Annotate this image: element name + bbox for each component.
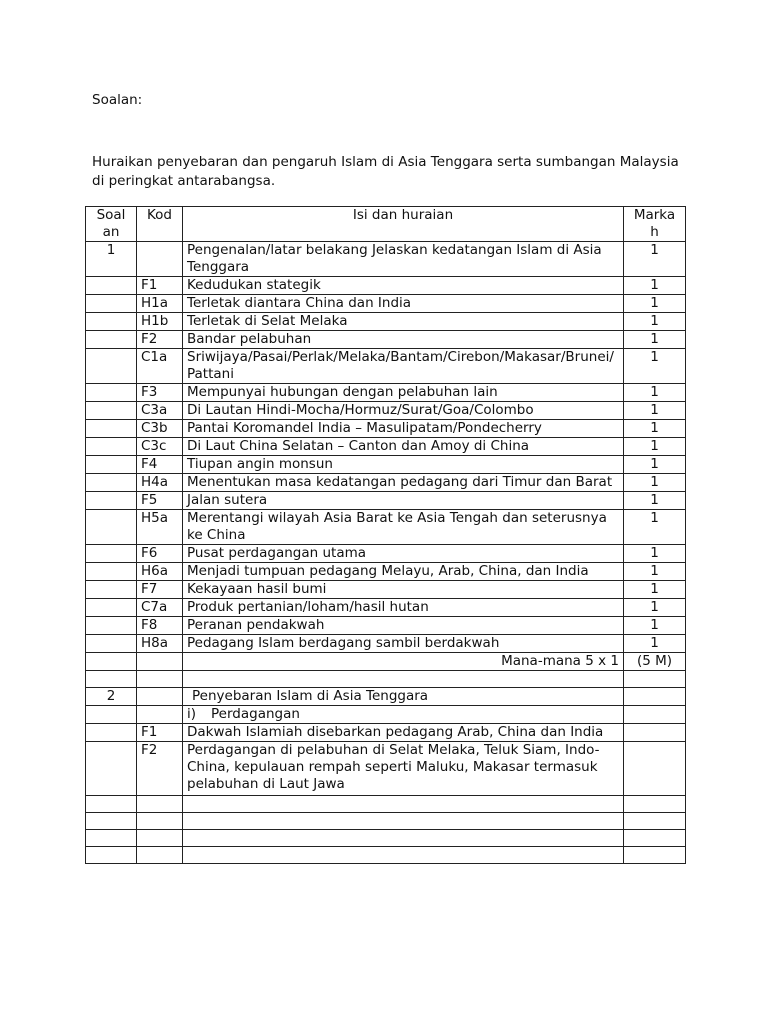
markah-cell: 1 [624,563,686,581]
isi-cell: Tiupan angin monsun [183,456,624,474]
table-row [86,313,686,331]
kod-cell: F5 [137,492,183,510]
markah-cell: 1 [624,474,686,492]
kod-cell: F3 [137,384,183,402]
header-soalan: Soal an [86,207,137,242]
isi-cell: Jalan sutera [183,492,624,510]
markah-cell: 1 [624,599,686,617]
kod-cell: F1 [137,277,183,295]
table-row [86,492,686,510]
total-row [86,653,686,671]
isi-cell: Dakwah Islamiah disebarkan pedagang Arab, China dan India [183,724,624,742]
isi-cell: Mempunyai hubungan dengan pelabuhan lain [183,384,624,402]
markah-cell [624,742,686,796]
markah-cell: 1 [624,402,686,420]
isi-cell: Produk pertanian/loham/hasil hutan [183,599,624,617]
kod-cell: H5a [137,510,183,545]
isi-cell: Terletak di Selat Melaka [183,313,624,331]
soalan-heading: Soalan: [92,92,143,108]
table-row [86,438,686,456]
table-row [86,617,686,635]
table-row [86,688,686,706]
isi-cell: Pusat perdagangan utama [183,545,624,563]
markah-cell: 1 [624,349,686,384]
table-body [86,242,686,864]
isi-cell: Sriwijaya/Pasai/Perlak/Melaka/Bantam/Cirebon/Makasar/Brunei/Pattani [183,349,624,384]
table-row [86,420,686,438]
empty-row [86,830,686,847]
kod-cell: F2 [137,742,183,796]
markah-cell: 1 [624,295,686,313]
total-label: Mana-mana 5 x 1 [183,653,624,671]
table-row [86,724,686,742]
marking-scheme-table [85,206,686,864]
isi-cell: Menjadi tumpuan pedagang Melayu, Arab, China, dan India [183,563,624,581]
kod-cell: H1b [137,313,183,331]
isi-cell: Pengenalan/latar belakang Jelaskan kedatangan Islam di Asia Tenggara [183,242,624,277]
kod-cell: H8a [137,635,183,653]
markah-cell: 1 [624,277,686,295]
table-row [86,384,686,402]
isi-cell: Merentangi wilayah Asia Barat ke Asia Tengah dan seterusnya ke China [183,510,624,545]
kod-cell: F4 [137,456,183,474]
isi-cell: Bandar pelabuhan [183,331,624,349]
markah-cell: 1 [624,313,686,331]
markah-cell: 1 [624,635,686,653]
section-title: Penyebaran Islam di Asia Tenggara [183,688,624,706]
table-row [86,456,686,474]
table-row [86,563,686,581]
markah-cell: 1 [624,438,686,456]
kod-cell: H4a [137,474,183,492]
header-isi: Isi dan huraian [183,207,624,242]
kod-cell [137,242,183,277]
table-row [86,581,686,599]
empty-row [86,847,686,864]
kod-cell: F7 [137,581,183,599]
table-row [86,599,686,617]
kod-cell: C3b [137,420,183,438]
kod-cell: F2 [137,331,183,349]
isi-cell: Menentukan masa kedatangan pedagang dari Timur dan Barat [183,474,624,492]
isi-cell: Di Lautan Hindi-Mocha/Hormuz/Surat/Goa/Colombo [183,402,624,420]
kod-cell: C1a [137,349,183,384]
kod-cell: F8 [137,617,183,635]
soalan-cell: 2 [86,688,137,706]
table-row [86,635,686,653]
kod-cell: F1 [137,724,183,742]
table-row [86,706,686,724]
isi-cell: Peranan pendakwah [183,617,624,635]
markah-cell: 1 [624,384,686,402]
markah-cell: 1 [624,456,686,474]
kod-cell: C3a [137,402,183,420]
kod-cell: H1a [137,295,183,313]
table-row [86,242,686,277]
empty-row [86,796,686,813]
header-kod: Kod [137,207,183,242]
isi-cell: Kekayaan hasil bumi [183,581,624,599]
markah-cell: 1 [624,242,686,277]
table-row [86,402,686,420]
soalan-cell: 1 [86,242,137,277]
table-row [86,545,686,563]
subsection-label: i) [187,706,197,722]
isi-cell: Kedudukan stategik [183,277,624,295]
kod-cell: C7a [137,599,183,617]
total-marks: (5 M) [624,653,686,671]
table-row [86,510,686,545]
table-header-row [86,207,686,242]
table-row [86,474,686,492]
isi-cell: Terletak diantara China dan India [183,295,624,313]
table-row [86,331,686,349]
table-row [86,277,686,295]
spacer-row [86,671,686,688]
subsection-title: Perdagangan [211,706,300,722]
isi-cell: Pantai Koromandel India – Masulipatam/Pondecherry [183,420,624,438]
markah-cell: 1 [624,331,686,349]
markah-cell: 1 [624,420,686,438]
table-row [86,295,686,313]
table-row [86,742,686,796]
isi-cell: Perdagangan di pelabuhan di Selat Melaka, Teluk Siam, Indo-China, kepulauan rempah seperti Maluku, Makasar termasuk pelabuhan di Laut Jawa [183,742,624,796]
markah-cell: 1 [624,492,686,510]
empty-row [86,813,686,830]
isi-cell: Pedagang Islam berdagang sambil berdakwah [183,635,624,653]
table-row [86,349,686,384]
kod-cell: H6a [137,563,183,581]
kod-cell: C3c [137,438,183,456]
kod-cell: F6 [137,545,183,563]
question-text: Huraikan penyebaran dan pengaruh Islam di Asia Tenggara serta sumbangan Malaysia di peringkat antarabangsa. [92,154,679,189]
subsection-cell [183,706,624,724]
markah-cell: 1 [624,581,686,599]
markah-cell [624,724,686,742]
isi-cell: Di Laut China Selatan – Canton dan Amoy di China [183,438,624,456]
markah-cell: 1 [624,617,686,635]
header-markah: Marka h [624,207,686,242]
markah-cell: 1 [624,510,686,545]
markah-cell: 1 [624,545,686,563]
